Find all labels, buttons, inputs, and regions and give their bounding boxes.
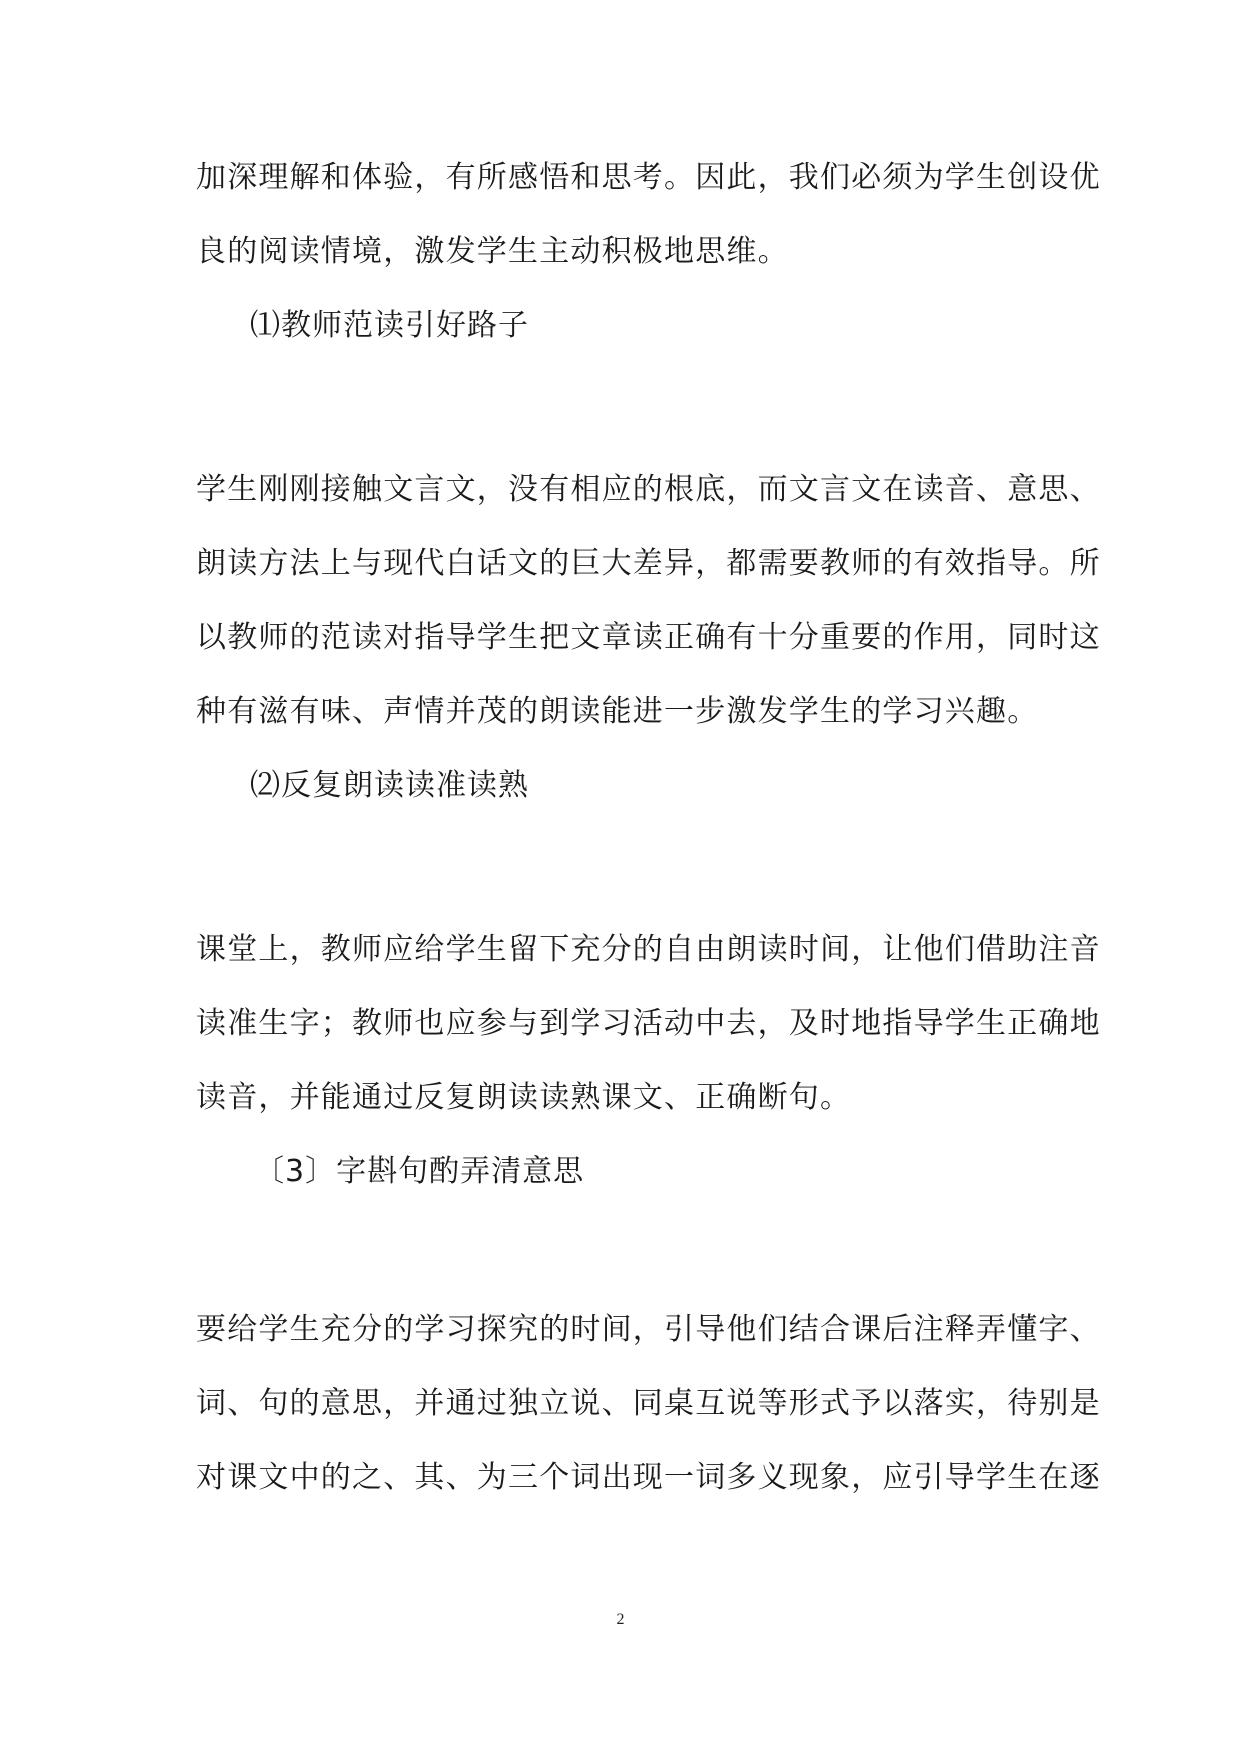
paragraph-line: 以教师的范读对指导学生把文章读正确有十分重要的作用，同时这 <box>196 620 1101 655</box>
paragraph-line: 朗读方法上与现代白话文的巨大差异，都需要教师的有效指导。所 <box>196 546 1101 581</box>
paragraph-line: 课堂上，教师应给学生留下充分的自由朗读时间，让他们借助注音 <box>196 932 1101 967</box>
paragraph-line: 读准生字；教师也应参与到学习活动中去，及时地指导学生正确地 <box>196 1006 1101 1041</box>
paragraph-line: 种有滋有味、声情并茂的朗读能进一步激发学生的学习兴趣。 <box>196 694 1039 729</box>
paragraph-line: 词、句的意思，并通过独立说、同桌互说等形式予以落实，待别是 <box>196 1386 1101 1421</box>
section-heading-3: 〔3〕字斟句酌弄清意思 <box>254 1154 585 1189</box>
section-heading-1: ⑴教师范读引好路子 <box>250 308 529 343</box>
paragraph-line: 要给学生充分的学习探究的时间，引导他们结合课后注释弄懂字、 <box>196 1312 1101 1347</box>
paragraph-line: 加深理解和体验，有所感悟和思考。因此，我们必须为学生创设优 <box>196 160 1101 195</box>
paragraph-line: 对课文中的之、其、为三个词出现一词多义现象，应引导学生在逐 <box>196 1460 1101 1495</box>
paragraph-line: 读音，并能通过反复朗读读熟课文、正确断句。 <box>196 1080 852 1115</box>
section-heading-2: ⑵反复朗读读准读熟 <box>250 768 529 803</box>
paragraph-line: 学生刚刚接触文言文，没有相应的根底，而文言文在读音、意思、 <box>196 472 1101 507</box>
paragraph-line: 良的阅读情境，激发学生主动积极地思维。 <box>196 234 789 269</box>
page-number: 2 <box>616 1611 625 1628</box>
